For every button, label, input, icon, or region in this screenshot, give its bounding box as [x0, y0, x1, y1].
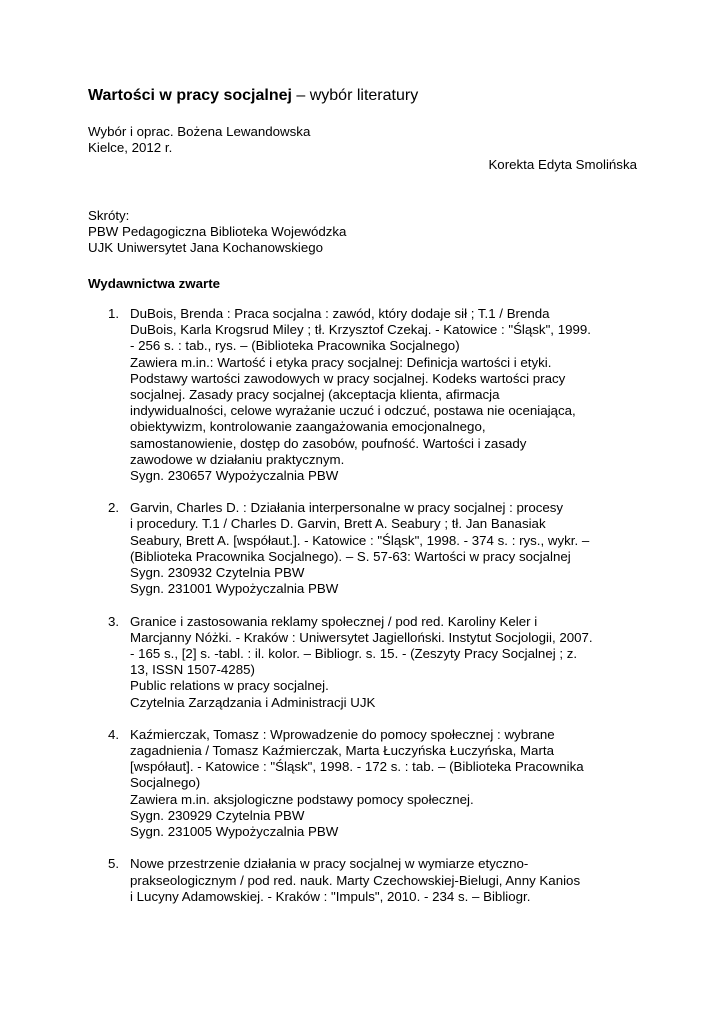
entry-line: - 165 s., [2] s. -tabl. : il. kolor. – Bibliogr. s. 15. - (Zeszyty Pracy Socjalnej ; z. [130, 645, 578, 661]
entry-text [130, 727, 650, 840]
entry-line: i procedury. T.1 / Charles D. Garvin, Brett A. Seabury ; tł. Jan Banasiak [130, 516, 546, 532]
compiler-info [88, 124, 310, 156]
entry-line: Sygn. 230657 Wypożyczalnia PBW [130, 467, 339, 483]
entry-number: 3. [108, 613, 120, 629]
abbreviations [88, 208, 346, 257]
entry-line: Podstawy wartości zawodowych w pracy socjalnej. Kodeks wartości pracy [130, 370, 566, 386]
section-heading: Wydawnictwa zwarte [88, 276, 221, 291]
entry-number: 5. [108, 856, 120, 872]
place-date-line: Kielce, 2012 r. [88, 140, 173, 156]
entry-line: Zawiera m.in. aksjologiczne podstawy pomocy społecznej. [130, 791, 474, 807]
entry-line: DuBois, Brenda : Praca socjalna : zawód, który dodaje sił ; T.1 / Brenda [130, 306, 550, 321]
entry-line: obiektywizm, kontrolowanie zaangażowania emocjonalnego, [130, 419, 486, 435]
entry-line: Kaźmierczak, Tomasz : Wprowadzenie do pomocy społecznej : wybrane [130, 726, 555, 742]
entry-line: Marcjanny Nóżki. - Kraków : Uniwersytet Jagielloński. Instytut Socjologii, 2007. [130, 629, 593, 645]
entry-text [130, 856, 650, 905]
entry-text [130, 500, 650, 597]
entry-line: i Lucyny Adamowskiej. - Kraków : "Impuls", 2010. - 234 s. – Bibliogr. [130, 888, 531, 904]
bibliography-entry [0, 856, 725, 905]
corrector-line: Korekta Edyta Smolińska [488, 157, 637, 172]
entry-line: Garvin, Charles D. : Działania interpersonalne w pracy socjalnej : procesy [130, 500, 564, 516]
entry-line: 13, ISSN 1507-4285) [130, 662, 255, 678]
entry-line: Socjalnego) [130, 775, 201, 791]
entry-line: Czytelnia Zarządzania i Administracji UJK [130, 694, 376, 710]
entry-line: Sygn. 230929 Czytelnia PBW [130, 807, 305, 823]
abbreviations-heading: Skróty: [88, 208, 130, 223]
abbreviation-item: UJK Uniwersytet Jana Kochanowskiego [88, 240, 324, 256]
entry-line: indywidualności, celowe wyrażanie uczuć i odczuć, postawa nie oceniająca, [130, 403, 576, 419]
title-bold: Wartości w pracy socjalnej [88, 87, 292, 104]
entry-line: socjalnej. Zasady pracy socjalnej (akceptacja klienta, afirmacja [130, 386, 500, 402]
entry-text [130, 614, 650, 711]
bibliography-entry [0, 500, 725, 597]
entry-line: Zawiera m.in.: Wartość i etyka pracy socjalnej: Definicja wartości i etyki. [130, 354, 552, 370]
entry-number: 2. [108, 500, 120, 516]
entry-line: samostanowienie, dostęp do zasobów, poufność. Wartości i zasady [130, 435, 527, 451]
document-title [88, 86, 418, 106]
entry-line: (Biblioteka Pracownika Socjalnego). – S. 57-63: Wartości w pracy socjalnej [130, 548, 571, 564]
entry-line: Sygn. 230932 Czytelnia PBW [130, 565, 305, 580]
bibliography-entry [0, 306, 725, 484]
bibliography-entry [0, 614, 725, 711]
entry-line: - 256 s. : tab., rys. – (Biblioteka Pracownika Socjalnego) [130, 338, 460, 354]
entry-line: Granice i zastosowania reklamy społecznej / pod red. Karoliny Keler i [130, 613, 538, 629]
entry-line: DuBois, Karla Krogsrud Miley ; tł. Krzysztof Czekaj. - Katowice : "Śląsk", 1999. [130, 322, 591, 338]
title-rest: – wybór literatury [291, 87, 419, 104]
entry-line: [współaut]. - Katowice : "Śląsk", 1998. - 172 s. : tab. – (Biblioteka Pracownika [130, 759, 584, 775]
entry-number: 4. [108, 726, 120, 742]
entry-line: Public relations w pracy socjalnej. [130, 678, 329, 694]
entry-text [130, 306, 650, 484]
entry-line: Sygn. 231001 Wypożyczalnia PBW [130, 581, 339, 597]
entry-line: zagadnienia / Tomasz Kaźmierczak, Marta Łuczyńska Łuczyńska, Marta [130, 743, 554, 759]
entry-line: prakseologicznym / pod red. nauk. Marty Czechowskiej-Bielugi, Anny Kanios [130, 872, 581, 888]
entry-number: 1. [108, 306, 120, 321]
entry-line: Seabury, Brett A. [współaut.]. - Katowice : "Śląsk", 1998. - 374 s. : rys., wykr. – [130, 532, 590, 548]
entry-line: Nowe przestrzenie działania w pracy socjalnej w wymiarze etyczno- [130, 856, 529, 872]
abbreviation-item: PBW Pedagogiczna Biblioteka Wojewódzka [88, 224, 347, 240]
entry-line: zawodowe w działaniu praktycznym. [130, 451, 345, 467]
bibliography-list [0, 306, 725, 921]
bibliography-entry [0, 727, 725, 840]
compiler-line: Wybór i oprac. Bożena Lewandowska [88, 124, 311, 139]
entry-line: Sygn. 231005 Wypożyczalnia PBW [130, 824, 339, 839]
